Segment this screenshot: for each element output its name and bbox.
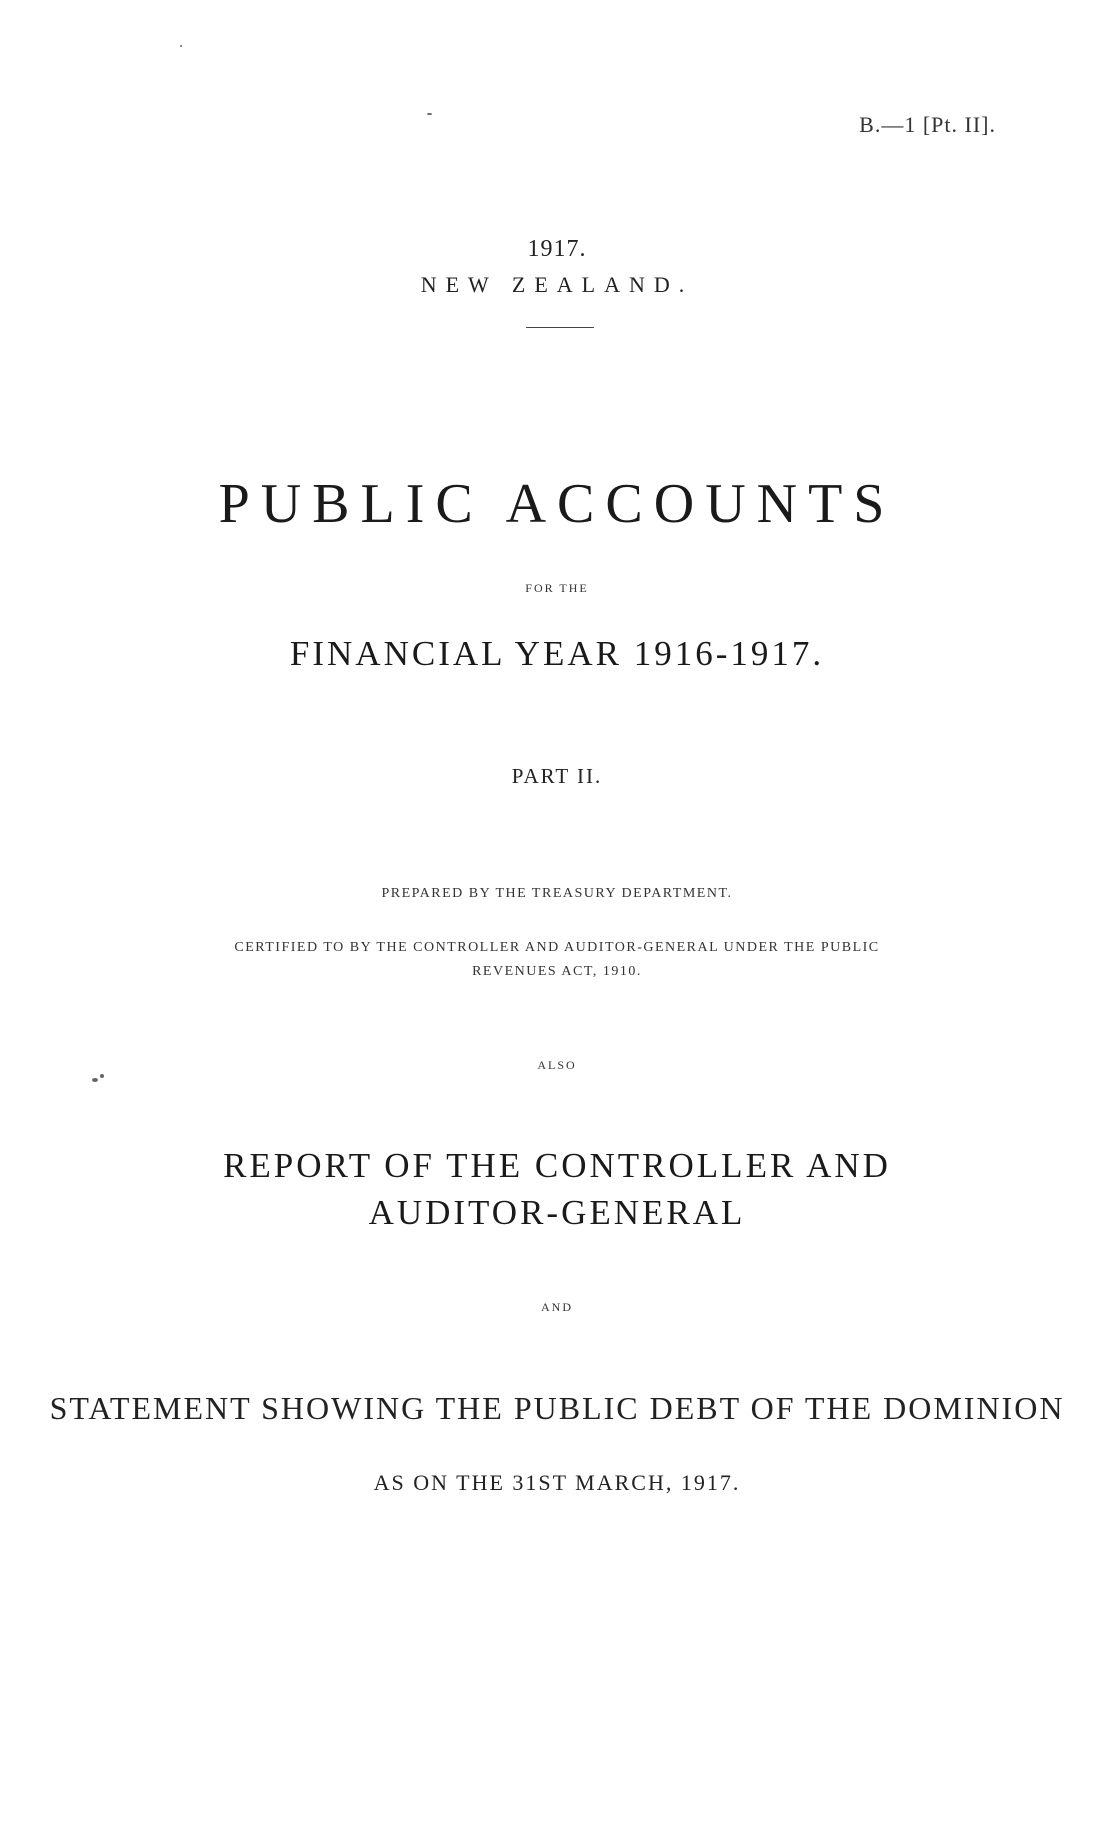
certified-line-1: CERTIFIED TO BY THE CONTROLLER AND AUDITOR-GENERAL UNDER THE PUBLIC: [234, 940, 880, 955]
paper-speck: [92, 1078, 98, 1082]
also-label: ALSO: [537, 1058, 577, 1072]
paper-speck: [100, 1074, 104, 1078]
heading-divider: [526, 327, 594, 328]
as-of-date-line: AS ON THE 31ST MARCH, 1917.: [373, 1470, 741, 1495]
prepared-by-line: PREPARED BY THE TREASURY DEPARTMENT.: [381, 886, 733, 901]
paper-speck: [427, 113, 432, 115]
report-heading-line-2: AUDITOR-GENERAL: [368, 1193, 746, 1232]
paper-speck: [180, 45, 182, 47]
document-reference: B.—1 [Pt. II].: [859, 112, 996, 137]
financial-year-heading: FINANCIAL YEAR 1916-1917.: [289, 634, 825, 673]
statement-heading: STATEMENT SHOWING THE PUBLIC DEBT OF THE DOMINION: [49, 1390, 1065, 1426]
publication-year: 1917.: [527, 236, 587, 262]
report-heading-line-1: REPORT OF THE CONTROLLER AND: [223, 1146, 891, 1185]
country-heading: NEW ZEALAND.: [420, 272, 694, 297]
part-label: PART II.: [511, 764, 603, 788]
main-title: PUBLIC ACCOUNTS: [218, 473, 896, 535]
and-label: AND: [541, 1300, 573, 1314]
for-the-label: FOR THE: [525, 581, 589, 595]
certified-line-2: REVENUES ACT, 1910.: [472, 964, 642, 979]
